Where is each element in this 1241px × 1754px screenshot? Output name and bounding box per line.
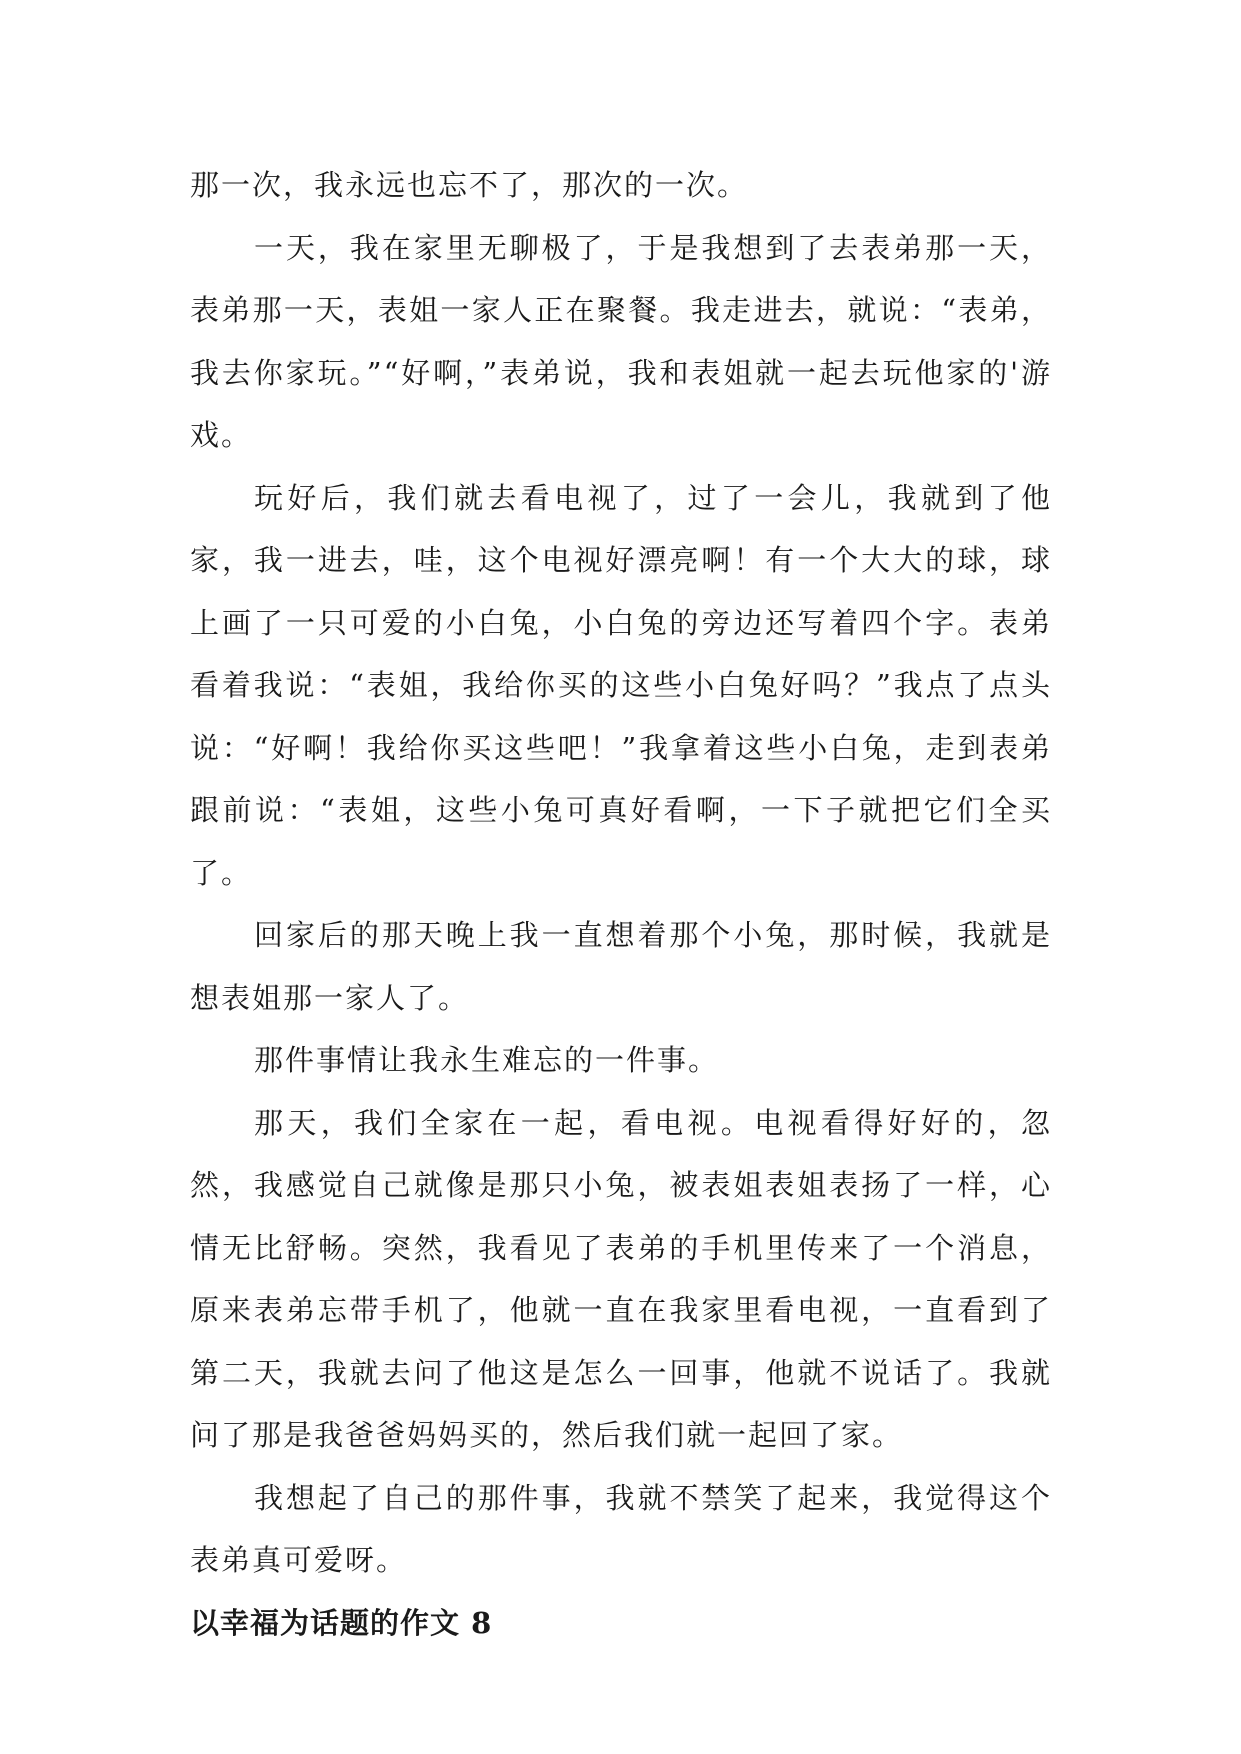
- paragraph-2: 一天，我在家里无聊极了，于是我想到了去表弟那一天，表弟那一天，表姐一家人正在聚餐。我走进去，就说：“表弟，我去你家玩。”“好啊，”表弟说，我和表姐就一起去玩他家的'游戏。: [190, 230, 1052, 452]
- document-body: [190, 154, 1052, 1654]
- paragraph-6: 那天，我们全家在一起，看电视。电视看得好好的，忽然，我感觉自己就像是那只小兔，被表姐表姐表扬了一样，心情无比舒畅。突然，我看见了表弟的手机里传来了一个消息，原来表弟忘带手机了，他就一直在我家里看电视，一直看到了第二天，我就去问了他这是怎么一回事，他就不说话了。我就问了那是我爸爸妈妈买的，然后我们就一起回了家。: [190, 1105, 1052, 1452]
- section-heading: 以幸福为话题的作文 8: [190, 1605, 493, 1640]
- paragraph-7: 我想起了自己的那件事，我就不禁笑了起来，我觉得这个表弟真可爱呀。: [190, 1480, 1052, 1577]
- paragraph-5: 那件事情让我永生难忘的一件事。: [254, 1043, 720, 1077]
- paragraph-1: 那一次，我永远也忘不了，那次的一次。: [190, 168, 749, 202]
- paragraph-3: 玩好后，我们就去看电视了，过了一会儿，我就到了他家，我一进去，哇，这个电视好漂亮啊！有一个大大的球，球上画了一只可爱的小白兔，小白兔的旁边还写着四个字。表弟看着我说：“表姐，我给你买的这些小白兔好吗？”我点了点头说：“好啊！我给你买这些吧！”我拿着这些小白兔，走到表弟跟前说：“表姐，这些小兔可真好看啊，一下子就把它们全买了。: [190, 480, 1052, 890]
- paragraph-4: 回家后的那天晚上我一直想着那个小兔，那时候，我就是想表姐那一家人了。: [190, 918, 1052, 1015]
